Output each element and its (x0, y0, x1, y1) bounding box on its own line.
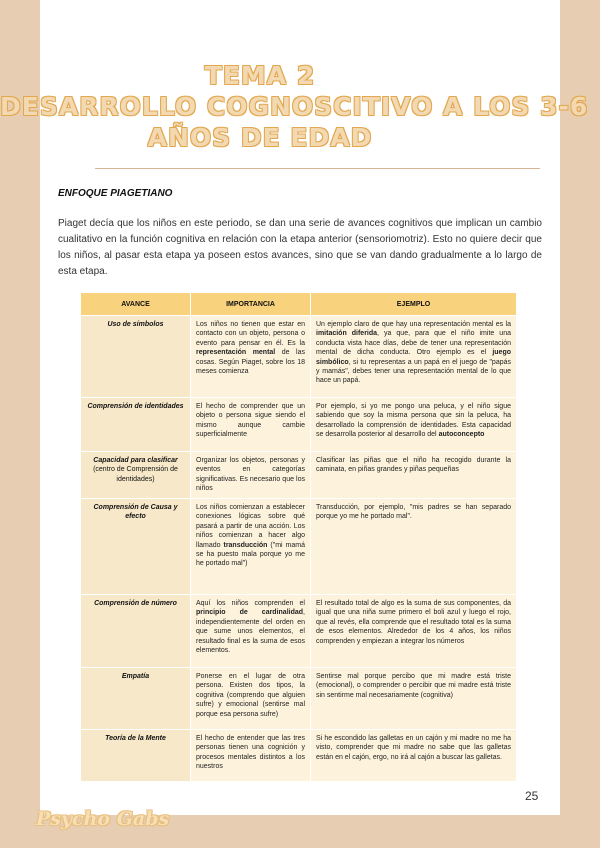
brand-logo: Psycho Gabs (36, 808, 170, 830)
ejemplo-cell: Transducción, por ejemplo, "mis padres se han separado porque yo me he portado mal". (311, 499, 517, 595)
bold-term: autoconcepto (438, 431, 485, 439)
text-run: , si tu representas a un papá en el juego de "papás y mamás", debes tener una representación mental de lo que hace un papá. (316, 358, 511, 385)
table-header-row (81, 293, 517, 316)
importancia-cell: Ponerse en el lugar de otra persona. Existen dos tipos, la cognitiva (comprendo que alguien sufre) y emocional (sentirse mal porque esa persona sufre) (191, 668, 311, 730)
ejemplo-cell: Si he escondido las galletas en un cajón y mi madre no me ha visto, comprender que mi madre no sabe que las galletas están en el cajón, ergo, no irá al cajón a buscar las galletas. (311, 730, 517, 782)
bold-term: imitación diferida (316, 330, 378, 338)
importancia-cell: El hecho de comprender que un objeto o persona sigue siendo el mismo aunque cambie superficialmente (191, 398, 311, 452)
title-line-3: AÑOS DE EDAD (147, 123, 373, 152)
ejemplo-cell: El resultado total de algo es la suma de sus componentes, da igual que una niña sume primero el boli azul y luego el rojo, que al revés, ella comprende que el resultado total es la suma de esos elementos. Alrededor de los 4 años, los niños comprenden y empiezan a integrar los números (311, 595, 517, 668)
avance-cell: Comprensión de identidades (81, 398, 191, 452)
avance-note: (centro de Comprensión de identidades) (93, 466, 178, 483)
table-row (81, 595, 517, 668)
text-run: Aquí los niños comprenden el (196, 600, 305, 607)
avance-cell: Comprensión de número (81, 595, 191, 668)
header-importancia: IMPORTANCIA (191, 293, 311, 316)
table-row (81, 668, 517, 730)
text-run: de las cosas. Según Piaget, sobre los 18 meses comienza (196, 349, 306, 376)
text-run: Los niños no tienen que estar en contacto con un objeto, persona o evento para pensar en él. Es la (196, 321, 305, 347)
table-row (81, 499, 517, 595)
bold-term: transducción (223, 541, 268, 549)
header-avance: AVANCE (81, 293, 191, 316)
title-line-1: TEMA 2 (204, 61, 316, 90)
page-number: 25 (525, 789, 539, 803)
text-run: Un ejemplo claro de que hay una representación mental es la (316, 321, 511, 328)
bold-term: representación mental (196, 349, 276, 357)
ejemplo-cell (311, 398, 517, 452)
text-run: , ya que, para que el niño imite una conducta vista hace días, debe de tener una representación mental de dicha conducta. Otro ejemplo es el (316, 330, 511, 357)
page-title (0, 60, 589, 153)
ejemplo-cell: Clasificar las piñas que el niño ha recogido durante la caminata, en piñas grandes y piñas pequeñas (311, 452, 517, 499)
importancia-cell (191, 499, 311, 595)
importancia-cell (191, 595, 311, 668)
table-row (81, 452, 517, 499)
text-run: Capacidad para clasificar (93, 457, 178, 464)
avance-cell: Comprensión de Causa y efecto (81, 499, 191, 595)
table-row (81, 398, 517, 452)
avance-cell: Teoría de la Mente (81, 730, 191, 782)
importancia-cell: El hecho de entender que las tres personas tienen una cognición y procesos mentales distintos a los nuestros (191, 730, 311, 782)
section-heading: ENFOQUE PIAGETIANO (58, 188, 173, 199)
advances-table (80, 292, 517, 782)
importancia-cell: Organizar los objetos, personas y eventos en categorías significativas. Es necesario que los niños (191, 452, 311, 499)
text-run: ("mi mamá se ha puesto mala porque yo me he portado mal") (196, 541, 305, 568)
table-row (81, 730, 517, 782)
ejemplo-cell: Sentirse mal porque percibo que mi madre está triste (emocional), o comprender o percibir que mi madre está triste sin sentirme mal necesariamente (cognitiva) (311, 668, 517, 730)
bold-term: juego simbólico (316, 349, 511, 366)
intro-paragraph: Piaget decía que los niños en este periodo, se dan una serie de avances cognitivos que implican un cambio cualitativo en la función cognitiva en relación con la etapa anterior (sensoriomotriz). Esto no quiere decir que los niños, al pasar esta etapa ya poseen estos avances, sino que se van dando gradualmente a lo largo de esta etapa. (58, 218, 542, 277)
ejemplo-cell (311, 316, 517, 398)
bold-term: principio de cardinalidad (196, 609, 304, 617)
text-run: , independientemente del orden en que sume unos elementos, el resultado final es la suma de esos elementos. (196, 609, 305, 655)
avance-cell (81, 452, 191, 499)
avance-cell: Empatía (81, 668, 191, 730)
text-run: Los niños comienzan a establecer conexiones lógicas sobre qué pasará a partir de una acción. Los niños comienzan a hacer algo llamado (196, 504, 305, 549)
avance-cell: Uso de símbolos (81, 316, 191, 398)
title-divider (95, 168, 540, 169)
text-run: Por ejemplo, si yo me pongo una peluca, y el niño sigue sabiendo que soy la misma persona que sin la peluca, ha desarrollado la comprensión de identidades. Esta capacidad se desarrolla posterior al desarrollo del (316, 403, 511, 439)
title-line-2: DESARROLLO COGNOSCITIVO A LOS 3-6 (0, 92, 589, 121)
importancia-cell (191, 316, 311, 398)
header-ejemplo: EJEMPLO (311, 293, 517, 316)
table-row (81, 316, 517, 398)
